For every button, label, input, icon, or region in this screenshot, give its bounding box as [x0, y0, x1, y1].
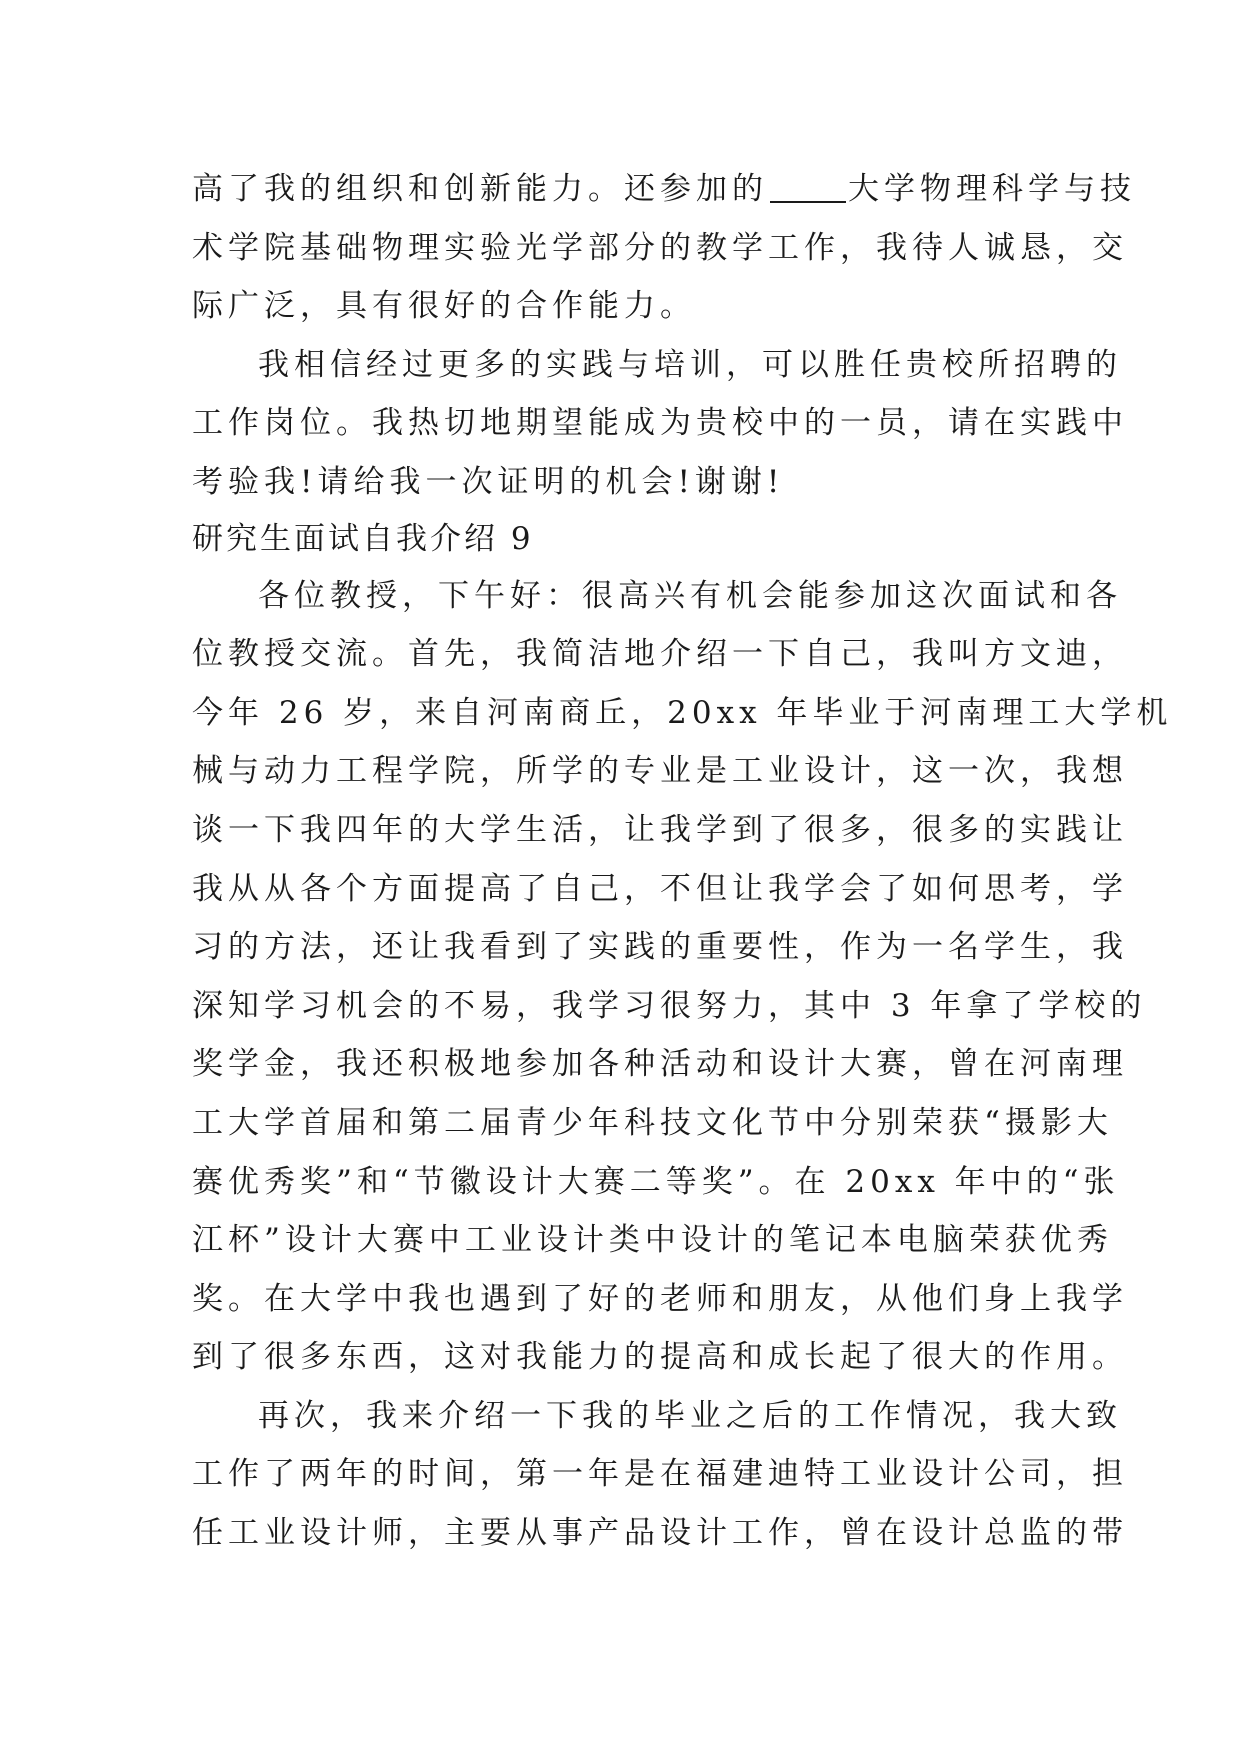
- text-line: 谈一下我四年的大学生活，让我学到了很多，很多的实践让: [192, 811, 1128, 848]
- text-line: 际广泛，具有很好的合作能力。: [192, 288, 696, 325]
- text-line: 我相信经过更多的实践与培训，可以胜任贵校所招聘的: [258, 346, 1122, 383]
- paragraph: [192, 567, 1173, 1387]
- text-line: 任工业设计师，主要从事产品设计工作，曾在设计总监的带: [192, 1515, 1128, 1552]
- text-line: 到了很多东西，这对我能力的提高和成长起了很大的作用。: [192, 1339, 1128, 1376]
- text-line: 我从从各个方面提高了自己，不但让我学会了如何思考，学: [192, 870, 1128, 907]
- section-heading: 研究生面试自我介绍 9: [192, 520, 534, 557]
- text-line: 深知学习机会的不易，我学习很努力，其中 3 年拿了学校的: [192, 987, 1147, 1024]
- document-body: [192, 160, 1173, 1563]
- text-line: 习的方法，还让我看到了实践的重要性，作为一名学生，我: [192, 929, 1128, 966]
- text-line: 赛优秀奖”和“节徽设计大赛二等奖”。在 20xx 年中的“张: [192, 1163, 1120, 1200]
- text-line: 考验我!请给我一次证明的机会!谢谢!: [192, 463, 785, 500]
- paragraph: [192, 1387, 1128, 1563]
- text-line: 工作了两年的时间，第一年是在福建迪特工业设计公司，担: [192, 1456, 1128, 1493]
- text-line: 江杯”设计大赛中工业设计类中设计的笔记本电脑荣获优秀: [192, 1222, 1113, 1259]
- text-line: 奖学金，我还积极地参加各种活动和设计大赛，曾在河南理: [192, 1046, 1128, 1083]
- fill-in-blank: [770, 179, 846, 203]
- text-line: 术学院基础物理实验光学部分的教学工作，我待人诚恳，交: [192, 229, 1128, 266]
- paragraph: [192, 336, 1128, 512]
- paragraph: [192, 160, 1136, 336]
- text-line: 各位教授，下午好：很高兴有机会能参加这次面试和各: [258, 577, 1122, 614]
- text-line: 工大学首届和第二届青少年科技文化节中分别荣获“摄影大: [192, 1104, 1113, 1141]
- text-line: 工作岗位。我热切地期望能成为贵校中的一员，请在实践中: [192, 405, 1128, 442]
- text-line: 今年 26 岁，来自河南商丘，20xx 年毕业于河南理工大学机: [192, 694, 1173, 731]
- text-line: 再次，我来介绍一下我的毕业之后的工作情况，我大致: [258, 1397, 1122, 1434]
- text-segment: 大学物理科学与技: [848, 171, 1136, 207]
- text-line: 位教授交流。首先，我简洁地介绍一下自己，我叫方文迪，: [192, 636, 1128, 673]
- text-line: 械与动力工程学院，所学的专业是工业设计，这一次，我想: [192, 753, 1128, 790]
- text-segment: 高了我的组织和创新能力。还参加的: [192, 171, 768, 207]
- text-line: 奖。在大学中我也遇到了好的老师和朋友，从他们身上我学: [192, 1280, 1128, 1317]
- text-line: [192, 160, 1136, 219]
